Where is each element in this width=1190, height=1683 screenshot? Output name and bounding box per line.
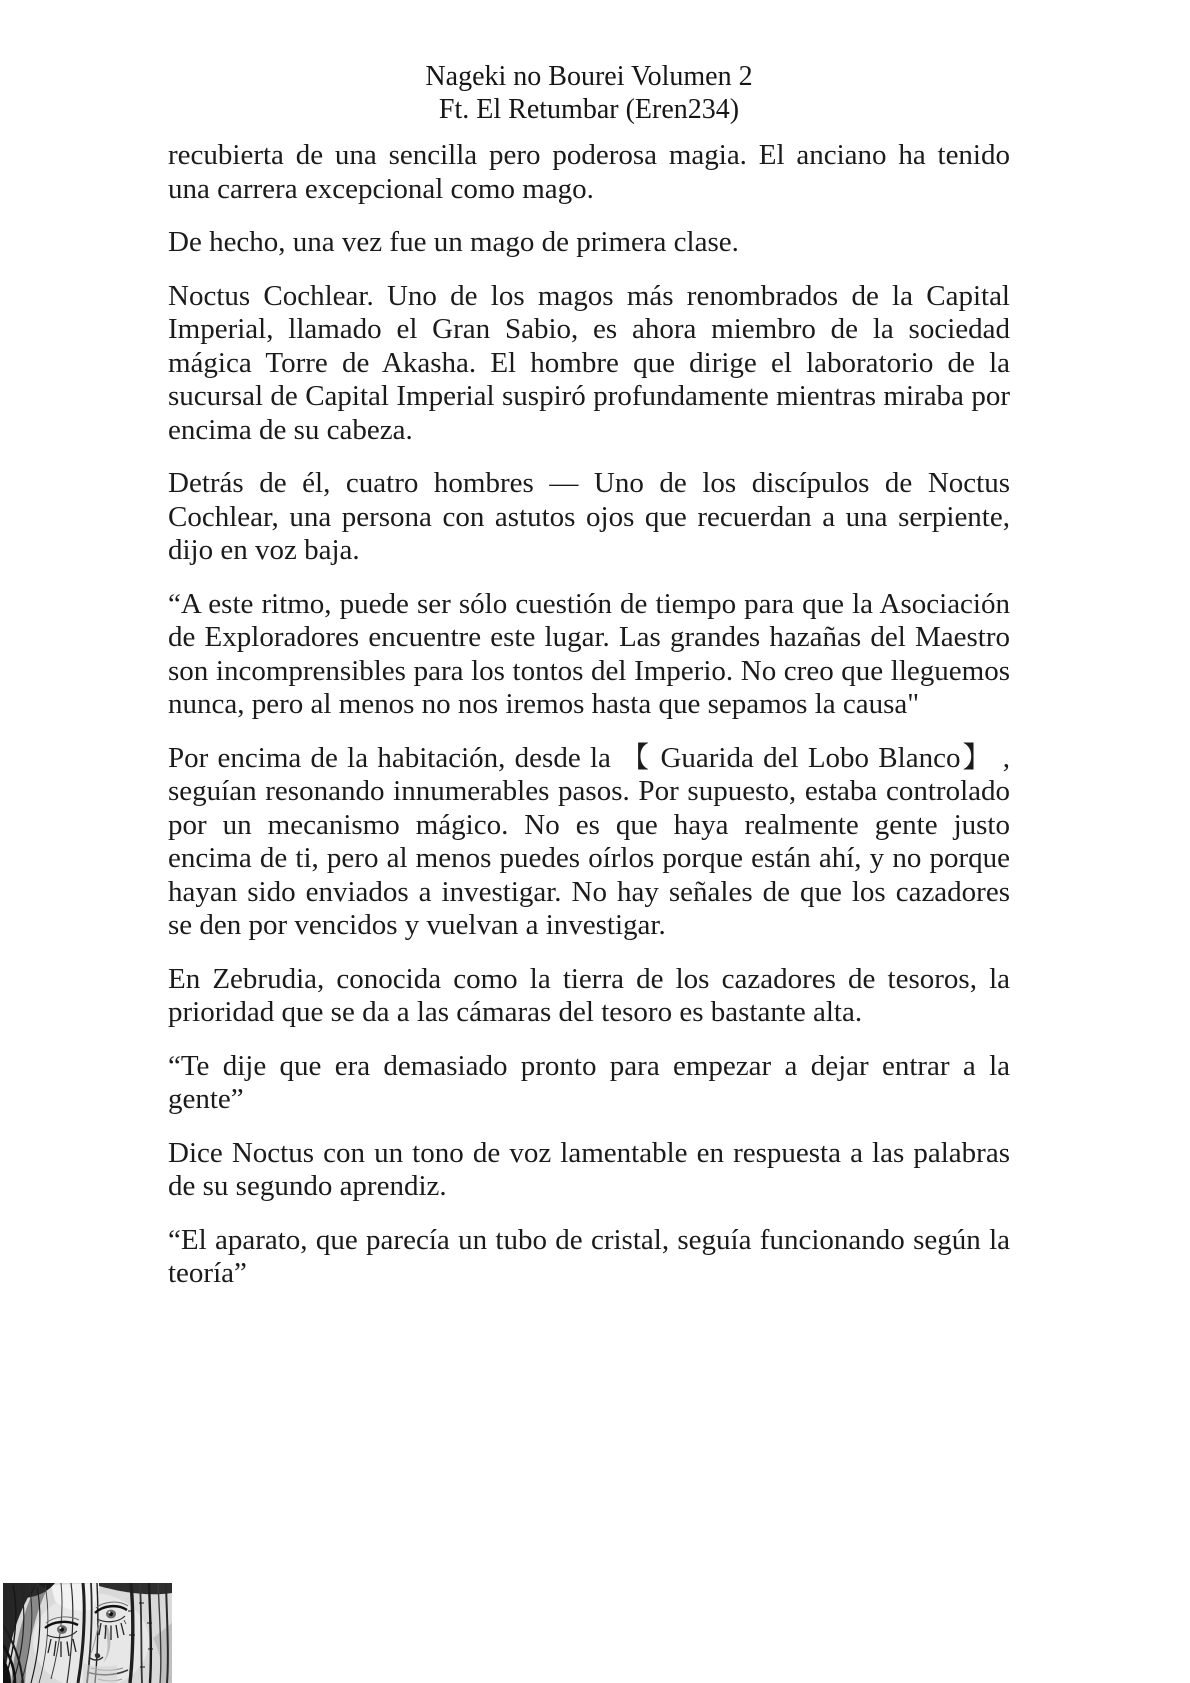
paragraph-7: En Zebrudia, conocida como la tierra de los cazadores de tesoros, la prioridad que se da a las cámaras del tesoro es bastante alta. (168, 962, 1010, 1028)
paragraph-10: “El aparato, que parecía un tubo de cristal, seguía funcionando según la teoría” (168, 1223, 1010, 1289)
paragraph-5: “A este ritmo, puede ser sólo cuestión de tiempo para que la Asociación de Exploradores encuentre este lugar. Las grandes hazañas del Maestro son incomprensibles para los tontos del Imperio. No creo que lleguemos nunca, pero al menos no nos iremos hasta que sepamos la causa" (168, 587, 1010, 720)
document-header (168, 60, 1010, 126)
doc-title-line-2: Ft. El Retumbar (Eren234) (438, 94, 740, 125)
doc-title-line-1: Nageki no Bourei Volumen 2 (425, 61, 753, 92)
manga-face-illustration (3, 1583, 172, 1683)
document-body (168, 139, 1010, 1291)
document-content (168, 60, 1010, 1311)
paragraph-3: Noctus Cochlear. Uno de los magos más renombrados de la Capital Imperial, llamado el Gran Sabio, es ahora miembro de la sociedad mágica Torre de Akasha. El hombre que dirige el laboratorio de la sucursal de Capital Imperial suspiró profundamente mientras miraba por encima de su cabeza. (168, 279, 1010, 446)
paragraph-1: recubierta de una sencilla pero poderosa magia. El anciano ha tenido una carrera excepcional como mago. (168, 139, 1010, 205)
paragraph-4: Detrás de él, cuatro hombres — Uno de los discípulos de Noctus Cochlear, una persona con astutos ojos que recuerdan a una serpiente, dijo en voz baja. (168, 467, 1010, 566)
manga-face-image (3, 1583, 172, 1683)
paragraph-8: “Te dije que era demasiado pronto para empezar a dejar entrar a la gente” (168, 1049, 1010, 1115)
paragraph-6: Por encima de la habitación, desde la 【 Guarida del Lobo Blanco】 , seguían resonando innumerables pasos. Por supuesto, estaba controlado por un mecanismo mágico. No es que haya realmente gente justo encima de ti, pero al menos puedes oírlos porque están ahí, y no porque hayan sido enviados a investigar. No hay señales de que los cazadores se den por vencidos y vuelvan a investigar. (168, 741, 1010, 941)
paragraph-2: De hecho, una vez fue un mago de primera clase. (168, 226, 739, 258)
paragraph-9: Dice Noctus con un tono de voz lamentable en respuesta a las palabras de su segundo aprendiz. (168, 1136, 1010, 1202)
